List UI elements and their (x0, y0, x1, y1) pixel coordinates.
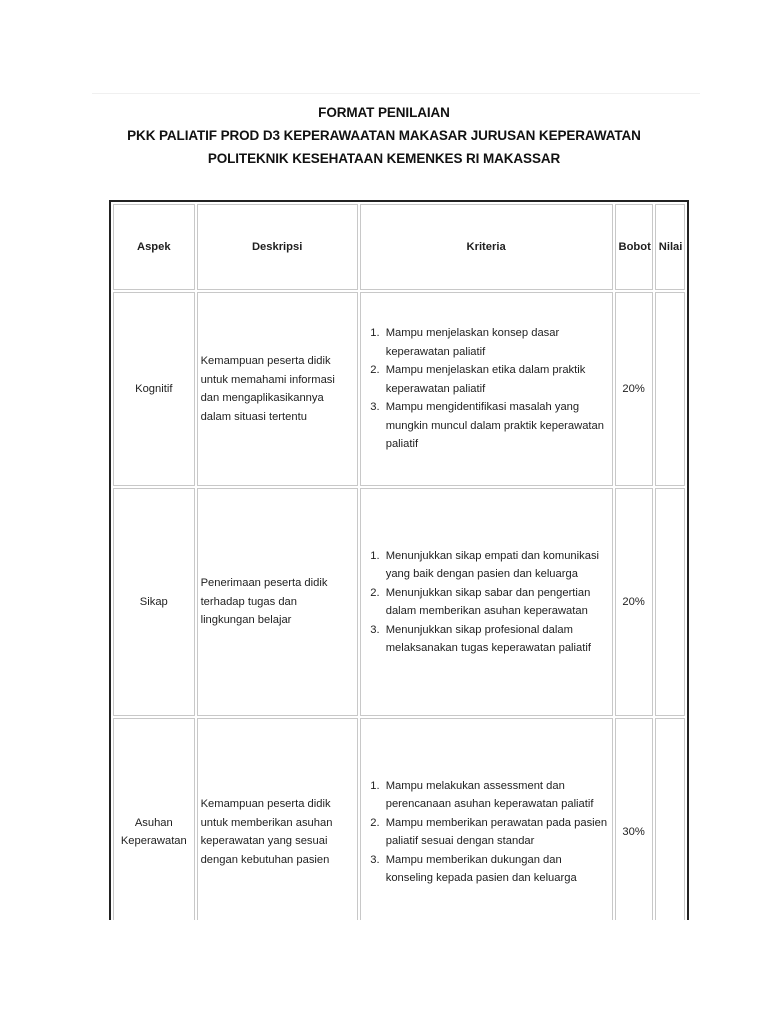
kriteria-item: 2. Mampu memberikan perawatan pada pasien paliatif sesuai dengan standar (383, 814, 609, 851)
kriteria-item: 3. Mampu mengidentifikasi masalah yang mungkin muncul dalam praktik keperawatan paliatif (383, 398, 609, 454)
nilai-cell[interactable] (655, 718, 685, 920)
nilai-cell[interactable] (655, 292, 685, 486)
title-line-1: FORMAT PENILAIAN (318, 105, 450, 120)
top-divider (92, 93, 700, 94)
kriteria-item: 3. Menunjukkan sikap profesional dalam melaksanakan tugas keperawatan paliatif (383, 621, 609, 658)
header-deskripsi: Deskripsi (197, 204, 358, 290)
kriteria-list (364, 324, 609, 454)
header-nilai: Nilai (655, 204, 685, 290)
deskripsi-cell: Kemampuan peserta didik untuk memahami informasi dan mengaplikasikannya dalam situasi tertentu (197, 292, 358, 486)
bobot-cell: 20% (615, 292, 653, 486)
document-title (0, 101, 768, 170)
header-aspek: Aspek (113, 204, 195, 290)
kriteria-item: 3. Mampu memberikan dukungan dan konseling kepada pasien dan keluarga (383, 851, 609, 888)
kriteria-item: 1. Mampu melakukan assessment dan perencanaan asuhan keperawatan paliatif (383, 777, 609, 814)
kriteria-list (364, 547, 609, 658)
assessment-table (111, 202, 687, 920)
table-row (113, 718, 685, 920)
title-line-2: PKK PALIATIF PROD D3 KEPERAWAATAN MAKASAR JURUSAN KEPERAWATAN (127, 128, 641, 143)
header-kriteria: Kriteria (360, 204, 613, 290)
bobot-cell: 30% (615, 718, 653, 920)
kriteria-item: 2. Menunjukkan sikap sabar dan pengertian dalam memberikan asuhan keperawatan (383, 584, 609, 621)
table-row (113, 488, 685, 716)
bobot-cell: 20% (615, 488, 653, 716)
deskripsi-cell: Penerimaan peserta didik terhadap tugas dan lingkungan belajar (197, 488, 358, 716)
kriteria-cell (360, 718, 613, 920)
aspek-cell: Asuhan Keperawatan (113, 718, 195, 920)
header-bobot: Bobot (615, 204, 653, 290)
nilai-cell[interactable] (655, 488, 685, 716)
kriteria-item: 1. Menunjukkan sikap empati dan komunikasi yang baik dengan pasien dan keluarga (383, 547, 609, 584)
kriteria-cell (360, 488, 613, 716)
deskripsi-cell: Kemampuan peserta didik untuk memberikan asuhan keperawatan yang sesuai dengan kebutuhan pasien (197, 718, 358, 920)
table-row (113, 292, 685, 486)
title-line-3: POLITEKNIK KESEHATAAN KEMENKES RI MAKASSAR (207, 151, 561, 166)
aspek-cell: Sikap (113, 488, 195, 716)
aspek-cell: Kognitif (113, 292, 195, 486)
kriteria-item: 1. Mampu menjelaskan konsep dasar keperawatan paliatif (383, 324, 609, 361)
assessment-table-container (109, 200, 689, 920)
table-header-row (113, 204, 685, 290)
kriteria-list (364, 777, 609, 888)
kriteria-cell (360, 292, 613, 486)
kriteria-item: 2. Mampu menjelaskan etika dalam praktik keperawatan paliatif (383, 361, 609, 398)
